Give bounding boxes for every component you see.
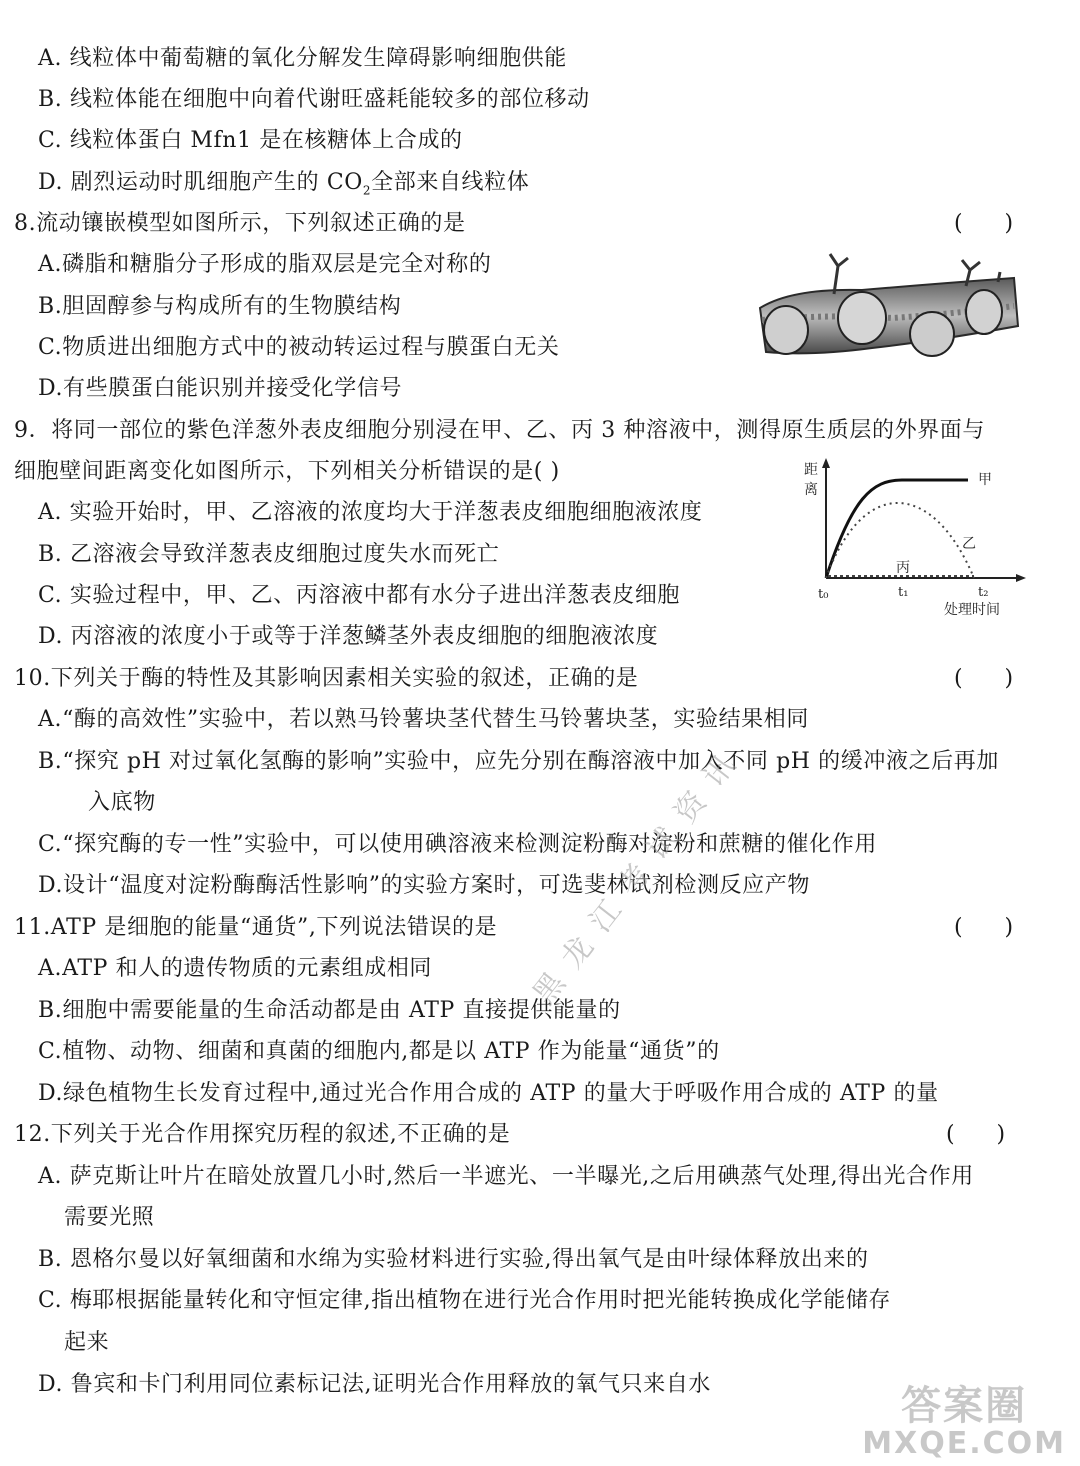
logo-text: 答案圈 — [901, 1383, 1028, 1429]
q10-option-c: C.“探究酶的专一性”实验中，可以使用碘溶液来检测淀粉酶对淀粉和蔗糖的催化作用 — [38, 832, 877, 857]
q12-option-c-line-1: C. 梅耶根据能量转化和守恒定律,指出植物在进行光合作用时把光能转换成化学能储存 — [38, 1288, 892, 1313]
graph-y-arrow — [822, 458, 830, 468]
q11-option-c: C.植物、动物、细菌和真菌的细胞内,都是以 ATP 作为能量“通货”的 — [38, 1039, 720, 1064]
tick-t0: t₀ — [818, 587, 829, 602]
q12-option-a-line-2: 需要光照 — [64, 1205, 155, 1230]
q9-option-c: C. 实验过程中，甲、乙、丙溶液中都有水分子进出洋葱表皮细胞 — [38, 583, 681, 608]
q10-answer-paren: ( ) — [954, 666, 1014, 691]
tick-t2: t₂ — [978, 585, 989, 600]
q8-option-c: C.物质进出细胞方式中的被动转运过程与膜蛋白无关 — [38, 335, 560, 360]
diagonal-watermark: 黑龙江考试资讯 — [526, 736, 753, 1012]
q11-option-a: A.ATP 和人的遗传物质的元素组成相同 — [38, 956, 433, 981]
q8-answer-paren: ( ) — [954, 211, 1014, 236]
q10-stem: 10.下列关于酶的特性及其影响因素相关实验的叙述，正确的是 — [14, 666, 639, 691]
q12-option-c-line-2: 起来 — [64, 1330, 110, 1355]
q11-option-d: D.绿色植物生长发育过程中,通过光合作用合成的 ATP 的量大于呼吸作用合成的 ATP 的量 — [38, 1081, 939, 1106]
q12-answer-paren: ( ) — [946, 1122, 1006, 1147]
q8-option-d: D.有些膜蛋白能识别并接受化学信号 — [38, 376, 403, 401]
graph-ylabel-2: 离 — [804, 482, 818, 498]
graph-xlabel: 处理时间 — [944, 602, 1000, 618]
label-jia: 甲 — [978, 472, 992, 488]
q9-option-b: B. 乙溶液会导致洋葱表皮细胞过度失水而死亡 — [38, 542, 500, 567]
label-yi: 乙 — [962, 536, 976, 552]
logo-url: MXQE.COM — [862, 1426, 1066, 1461]
site-logo-watermark — [862, 1384, 1066, 1460]
q11-stem: 11.ATP 是细胞的能量“通货”,下列说法错误的是 — [14, 915, 498, 940]
q12-option-d: D. 鲁宾和卡门利用同位素标记法,证明光合作用释放的氧气只来自水 — [38, 1372, 712, 1397]
q12-option-b: B. 恩格尔曼以好氧细菌和水绵为实验材料进行实验,得出氧气是由叶绿体释放出来的 — [38, 1247, 869, 1272]
q8-option-b: B.胆固醇参与构成所有的生物膜结构 — [38, 294, 402, 319]
q12-option-a-line-1: A. 萨克斯让叶片在暗处放置几小时,然后一半遮光、一半曝光,之后用碘蒸气处理,得出光合作用 — [38, 1164, 974, 1189]
q7-option-d — [38, 168, 529, 205]
q10-option-b-line-2: 入底物 — [88, 790, 156, 815]
q10-option-a: A.“酶的高效性”实验中，若以熟马铃薯块茎代替生马铃薯块茎，实验结果相同 — [38, 707, 809, 732]
q7-option-d-text: D. 剧烈运动时肌细胞产生的 CO — [38, 170, 363, 195]
q9-distance-graph — [792, 458, 1048, 628]
graph-ylabel-1: 距 — [804, 462, 818, 478]
q10-option-d: D.设计“温度对淀粉酶酶活性影响”的实验方案时，可选斐林试剂检测反应产物 — [38, 873, 810, 898]
q7-option-b: B. 线粒体能在细胞中向着代谢旺盛耗能较多的部位移动 — [38, 87, 590, 112]
q10-option-b-line-1: B.“探究 pH 对过氧化氢酶的影响”实验中，应先分别在酶溶液中加入不同 pH 的缓冲液之后再加 — [38, 749, 999, 774]
q7-option-a: A. 线粒体中葡萄糖的氧化分解发生障碍影响细胞供能 — [38, 46, 567, 71]
q9-option-a: A. 实验开始时，甲、乙溶液的浓度均大于洋葱表皮细胞细胞液浓度 — [38, 500, 703, 525]
graph-x-arrow — [1016, 574, 1026, 582]
fluid-mosaic-membrane-figure — [752, 248, 1024, 370]
q7-option-c: C. 线粒体蛋白 Mfn1 是在核糖体上合成的 — [38, 128, 463, 153]
q9-stem-line-2: 细胞壁间距离变化如图所示，下列相关分析错误的是( ) — [14, 459, 560, 484]
tick-t1: t₁ — [898, 585, 909, 600]
q11-answer-paren: ( ) — [954, 915, 1014, 940]
q7-option-d-text-end: 全部来自线粒体 — [371, 170, 530, 195]
q11-option-b: B.细胞中需要能量的生命活动都是由 ATP 直接提供能量的 — [38, 998, 621, 1023]
q8-option-a: A.磷脂和糖脂分子形成的脂双层是完全对称的 — [38, 252, 492, 277]
q8-stem: 8.流动镶嵌模型如图所示，下列叙述正确的是 — [14, 211, 466, 236]
q7-option-d-subscript: 2 — [362, 183, 372, 198]
label-bing: 丙 — [896, 560, 910, 576]
q12-stem: 12.下列关于光合作用探究历程的叙述,不正确的是 — [14, 1122, 511, 1147]
q9-option-d: D. 丙溶液的浓度小于或等于洋葱鳞茎外表皮细胞的细胞液浓度 — [38, 624, 659, 649]
q9-stem-line-1: 9．将同一部位的紫色洋葱外表皮细胞分别浸在甲、乙、丙 3 种溶液中，测得原生质层的外界面与 — [14, 418, 985, 443]
